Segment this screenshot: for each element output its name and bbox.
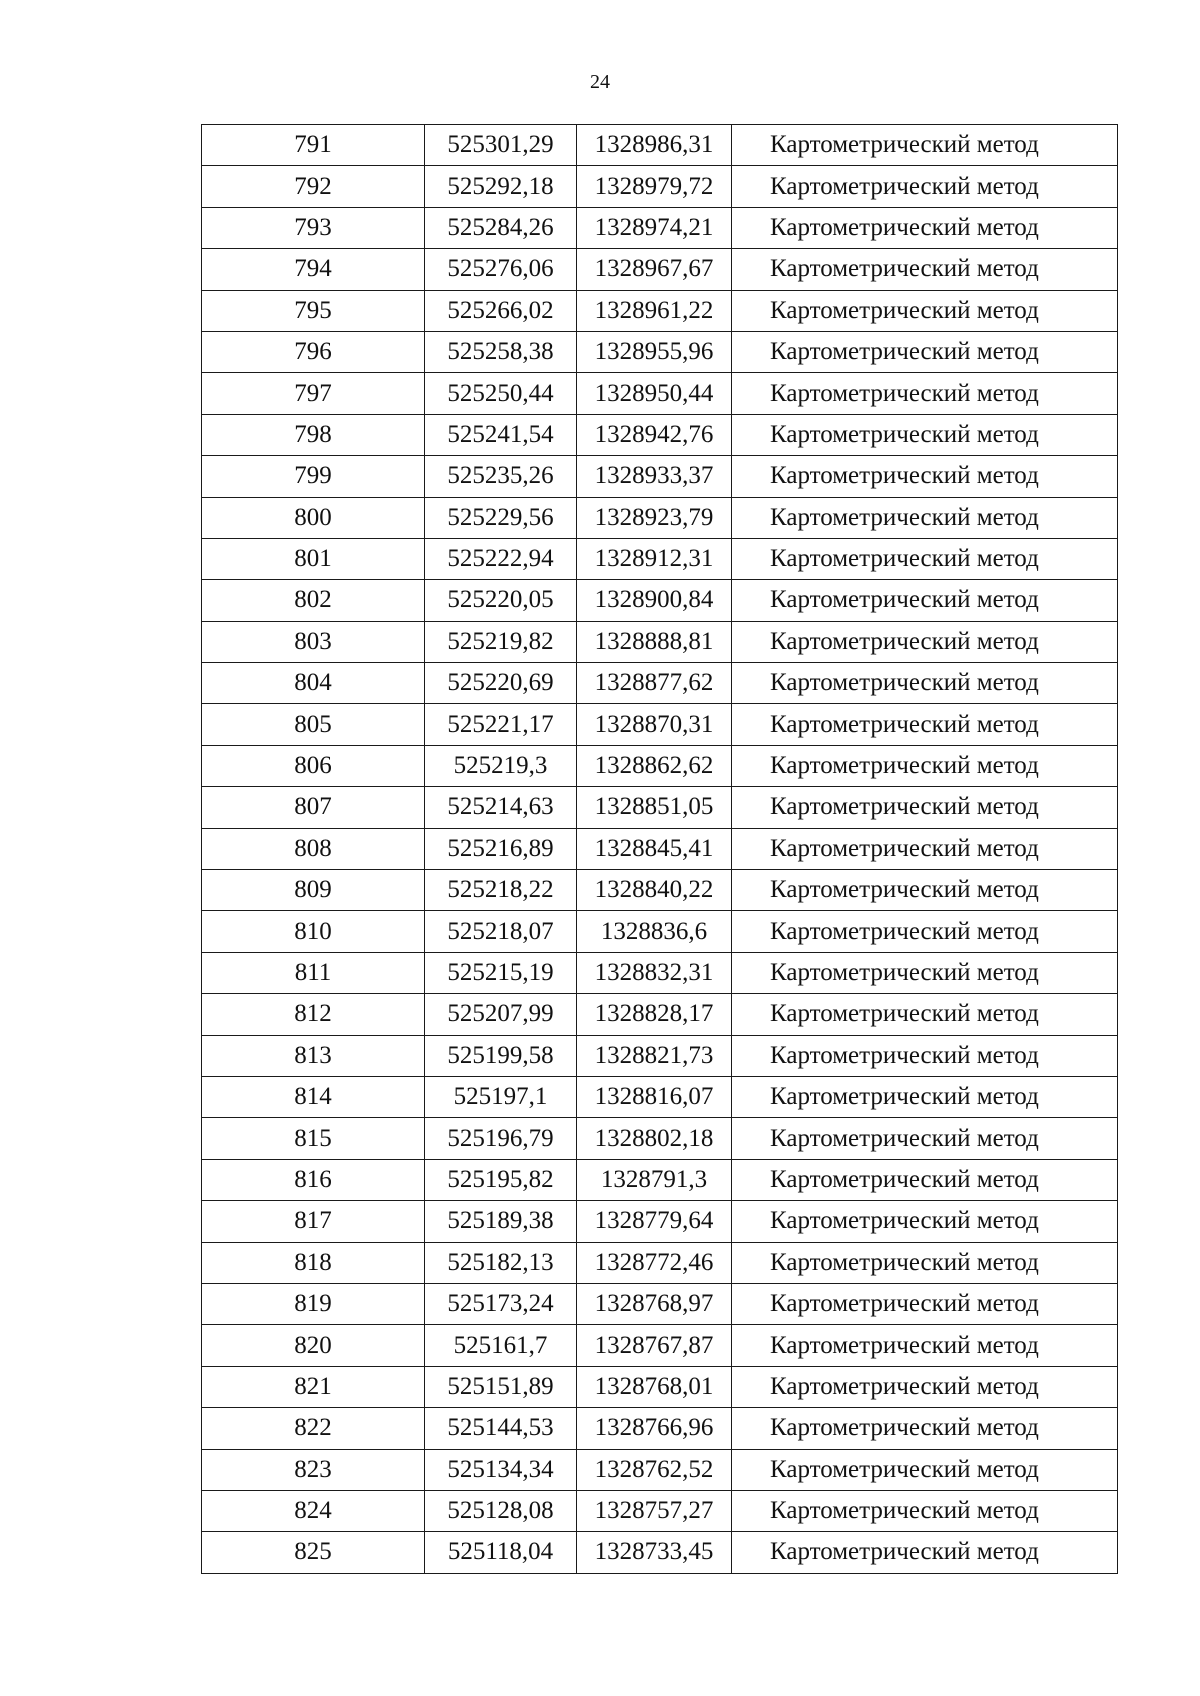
table-row [202,373,1118,414]
table-row [202,1532,1118,1573]
point-number-cell: 814 [202,1076,425,1117]
y-coordinate-cell: 1328974,21 [577,207,732,248]
point-number-cell: 808 [202,828,425,869]
method-cell: Картометрический метод [732,870,1118,911]
y-coordinate-cell: 1328912,31 [577,538,732,579]
y-coordinate-cell: 1328791,3 [577,1159,732,1200]
method-cell: Картометрический метод [732,497,1118,538]
method-cell: Картометрический метод [732,1035,1118,1076]
y-coordinate-cell: 1328762,52 [577,1449,732,1490]
table-row [202,828,1118,869]
table-row [202,704,1118,745]
point-number-cell: 791 [202,125,425,166]
x-coordinate-cell: 525284,26 [425,207,577,248]
y-coordinate-cell: 1328733,45 [577,1532,732,1573]
x-coordinate-cell: 525229,56 [425,497,577,538]
y-coordinate-cell: 1328986,31 [577,125,732,166]
y-coordinate-cell: 1328900,84 [577,580,732,621]
point-number-cell: 810 [202,911,425,952]
x-coordinate-cell: 525220,69 [425,663,577,704]
point-number-cell: 798 [202,414,425,455]
method-cell: Картометрический метод [732,166,1118,207]
table-row [202,166,1118,207]
point-number-cell: 797 [202,373,425,414]
table-row [202,1366,1118,1407]
x-coordinate-cell: 525222,94 [425,538,577,579]
x-coordinate-cell: 525215,19 [425,952,577,993]
method-cell: Картометрический метод [732,373,1118,414]
x-coordinate-cell: 525258,38 [425,331,577,372]
point-number-cell: 796 [202,331,425,372]
table-row [202,456,1118,497]
y-coordinate-cell: 1328832,31 [577,952,732,993]
y-coordinate-cell: 1328950,44 [577,373,732,414]
y-coordinate-cell: 1328840,22 [577,870,732,911]
table-row [202,911,1118,952]
table-row [202,207,1118,248]
y-coordinate-cell: 1328767,87 [577,1325,732,1366]
y-coordinate-cell: 1328836,6 [577,911,732,952]
method-cell: Картометрический метод [732,1366,1118,1407]
point-number-cell: 813 [202,1035,425,1076]
y-coordinate-cell: 1328933,37 [577,456,732,497]
table-row [202,745,1118,786]
y-coordinate-cell: 1328923,79 [577,497,732,538]
y-coordinate-cell: 1328828,17 [577,994,732,1035]
method-cell: Картометрический метод [732,1490,1118,1531]
x-coordinate-cell: 525189,38 [425,1201,577,1242]
method-cell: Картометрический метод [732,580,1118,621]
y-coordinate-cell: 1328845,41 [577,828,732,869]
point-number-cell: 805 [202,704,425,745]
y-coordinate-cell: 1328768,01 [577,1366,732,1407]
page-number: 24 [590,71,610,93]
table-row [202,1449,1118,1490]
point-number-cell: 800 [202,497,425,538]
table-row [202,125,1118,166]
coordinates-table-body [202,125,1118,1574]
x-coordinate-cell: 525214,63 [425,787,577,828]
point-number-cell: 817 [202,1201,425,1242]
table-row [202,952,1118,993]
table-row [202,538,1118,579]
x-coordinate-cell: 525250,44 [425,373,577,414]
method-cell: Картометрический метод [732,1532,1118,1573]
table-row [202,1490,1118,1531]
y-coordinate-cell: 1328967,67 [577,249,732,290]
x-coordinate-cell: 525144,53 [425,1408,577,1449]
method-cell: Картометрический метод [732,994,1118,1035]
y-coordinate-cell: 1328768,97 [577,1283,732,1324]
method-cell: Картометрический метод [732,704,1118,745]
table-row [202,621,1118,662]
x-coordinate-cell: 525221,17 [425,704,577,745]
point-number-cell: 820 [202,1325,425,1366]
table-row [202,497,1118,538]
table-row [202,1159,1118,1200]
y-coordinate-cell: 1328779,64 [577,1201,732,1242]
method-cell: Картометрический метод [732,1242,1118,1283]
y-coordinate-cell: 1328961,22 [577,290,732,331]
x-coordinate-cell: 525195,82 [425,1159,577,1200]
method-cell: Картометрический метод [732,207,1118,248]
point-number-cell: 816 [202,1159,425,1200]
x-coordinate-cell: 525219,82 [425,621,577,662]
point-number-cell: 792 [202,166,425,207]
x-coordinate-cell: 525199,58 [425,1035,577,1076]
y-coordinate-cell: 1328870,31 [577,704,732,745]
x-coordinate-cell: 525134,34 [425,1449,577,1490]
x-coordinate-cell: 525182,13 [425,1242,577,1283]
x-coordinate-cell: 525128,08 [425,1490,577,1531]
table-row [202,580,1118,621]
y-coordinate-cell: 1328816,07 [577,1076,732,1117]
method-cell: Картометрический метод [732,414,1118,455]
y-coordinate-cell: 1328955,96 [577,331,732,372]
x-coordinate-cell: 525235,26 [425,456,577,497]
x-coordinate-cell: 525276,06 [425,249,577,290]
point-number-cell: 799 [202,456,425,497]
method-cell: Картометрический метод [732,663,1118,704]
y-coordinate-cell: 1328802,18 [577,1118,732,1159]
method-cell: Картометрический метод [732,125,1118,166]
x-coordinate-cell: 525161,7 [425,1325,577,1366]
method-cell: Картометрический метод [732,745,1118,786]
point-number-cell: 804 [202,663,425,704]
table-row [202,994,1118,1035]
method-cell: Картометрический метод [732,249,1118,290]
table-row [202,1076,1118,1117]
method-cell: Картометрический метод [732,1118,1118,1159]
y-coordinate-cell: 1328766,96 [577,1408,732,1449]
point-number-cell: 818 [202,1242,425,1283]
x-coordinate-cell: 525218,07 [425,911,577,952]
x-coordinate-cell: 525207,99 [425,994,577,1035]
table-row [202,787,1118,828]
table-row [202,290,1118,331]
method-cell: Картометрический метод [732,1283,1118,1324]
table-row [202,1408,1118,1449]
x-coordinate-cell: 525197,1 [425,1076,577,1117]
method-cell: Картометрический метод [732,290,1118,331]
x-coordinate-cell: 525220,05 [425,580,577,621]
method-cell: Картометрический метод [732,828,1118,869]
point-number-cell: 807 [202,787,425,828]
x-coordinate-cell: 525216,89 [425,828,577,869]
x-coordinate-cell: 525151,89 [425,1366,577,1407]
point-number-cell: 801 [202,538,425,579]
method-cell: Картометрический метод [732,1449,1118,1490]
point-number-cell: 803 [202,621,425,662]
method-cell: Картометрический метод [732,1325,1118,1366]
method-cell: Картометрический метод [732,1159,1118,1200]
coordinates-table [201,124,1118,1574]
table-row [202,1283,1118,1324]
method-cell: Картометрический метод [732,787,1118,828]
point-number-cell: 795 [202,290,425,331]
table-row [202,1201,1118,1242]
x-coordinate-cell: 525196,79 [425,1118,577,1159]
method-cell: Картометрический метод [732,331,1118,372]
x-coordinate-cell: 525118,04 [425,1532,577,1573]
point-number-cell: 794 [202,249,425,290]
y-coordinate-cell: 1328979,72 [577,166,732,207]
point-number-cell: 802 [202,580,425,621]
x-coordinate-cell: 525301,29 [425,125,577,166]
x-coordinate-cell: 525218,22 [425,870,577,911]
x-coordinate-cell: 525241,54 [425,414,577,455]
y-coordinate-cell: 1328862,62 [577,745,732,786]
x-coordinate-cell: 525219,3 [425,745,577,786]
x-coordinate-cell: 525266,02 [425,290,577,331]
method-cell: Картометрический метод [732,621,1118,662]
point-number-cell: 825 [202,1532,425,1573]
y-coordinate-cell: 1328877,62 [577,663,732,704]
point-number-cell: 821 [202,1366,425,1407]
point-number-cell: 819 [202,1283,425,1324]
table-row [202,331,1118,372]
table-row [202,1242,1118,1283]
y-coordinate-cell: 1328757,27 [577,1490,732,1531]
table-row [202,249,1118,290]
y-coordinate-cell: 1328851,05 [577,787,732,828]
method-cell: Картометрический метод [732,456,1118,497]
y-coordinate-cell: 1328772,46 [577,1242,732,1283]
point-number-cell: 806 [202,745,425,786]
point-number-cell: 812 [202,994,425,1035]
table-row [202,414,1118,455]
table-row [202,1325,1118,1366]
method-cell: Картометрический метод [732,538,1118,579]
point-number-cell: 822 [202,1408,425,1449]
method-cell: Картометрический метод [732,1408,1118,1449]
y-coordinate-cell: 1328942,76 [577,414,732,455]
point-number-cell: 811 [202,952,425,993]
method-cell: Картометрический метод [732,1076,1118,1117]
point-number-cell: 823 [202,1449,425,1490]
x-coordinate-cell: 525292,18 [425,166,577,207]
table-row [202,1118,1118,1159]
method-cell: Картометрический метод [732,1201,1118,1242]
y-coordinate-cell: 1328888,81 [577,621,732,662]
point-number-cell: 809 [202,870,425,911]
y-coordinate-cell: 1328821,73 [577,1035,732,1076]
method-cell: Картометрический метод [732,911,1118,952]
point-number-cell: 815 [202,1118,425,1159]
x-coordinate-cell: 525173,24 [425,1283,577,1324]
table-row [202,1035,1118,1076]
table-row [202,870,1118,911]
point-number-cell: 824 [202,1490,425,1531]
method-cell: Картометрический метод [732,952,1118,993]
point-number-cell: 793 [202,207,425,248]
table-row [202,663,1118,704]
